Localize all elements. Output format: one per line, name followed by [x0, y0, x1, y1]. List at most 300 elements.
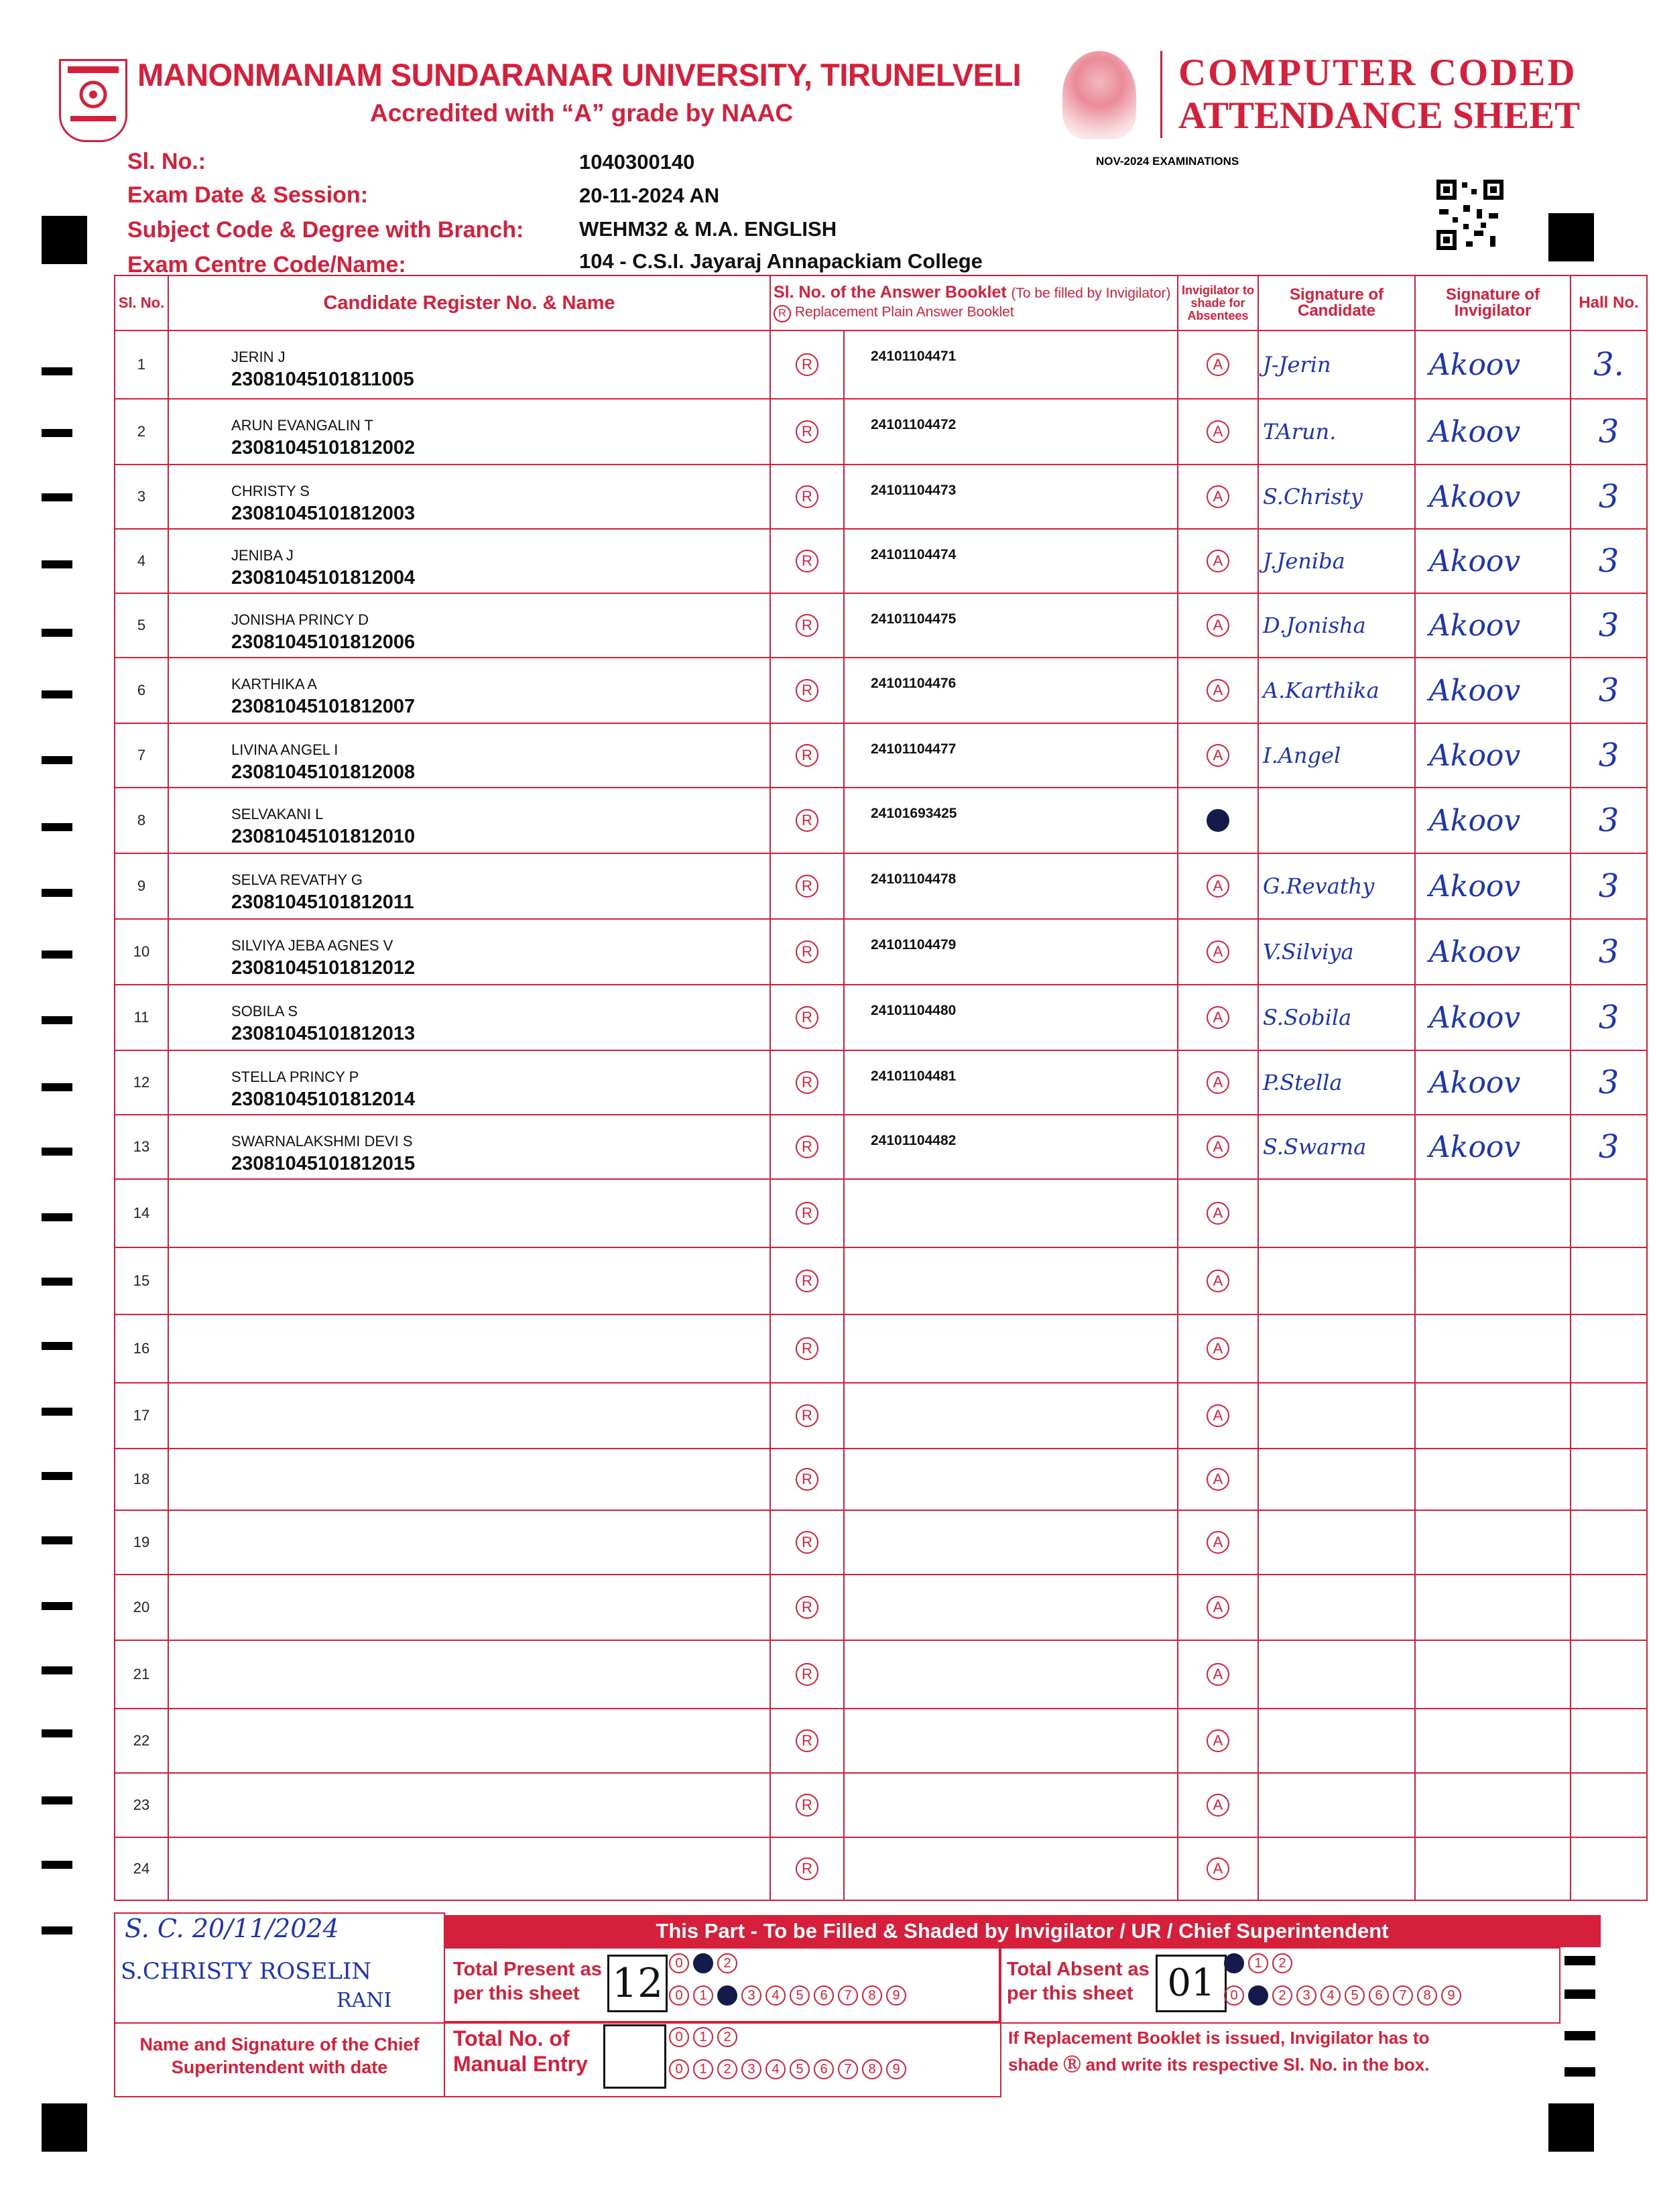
- hall-no: 3: [1598, 542, 1619, 580]
- digit-bubble[interactable]: 8: [862, 2059, 882, 2079]
- row-sl: 16: [115, 1314, 168, 1383]
- booklet-cell: [844, 723, 1178, 788]
- corner-mark-top-left: [42, 216, 87, 264]
- invigilator-signature: [1416, 1852, 1429, 1886]
- candidate-cell: [168, 723, 770, 788]
- row-sl: 23: [115, 1773, 168, 1837]
- timing-mark: [42, 1861, 72, 1869]
- absent-bubble[interactable]: A: [1207, 1135, 1229, 1158]
- candidate-signature: [1259, 1530, 1263, 1555]
- replacement-bubble[interactable]: R: [796, 679, 818, 702]
- present-value: 12: [611, 1960, 664, 2007]
- booklet-cell: [844, 788, 1178, 853]
- candidate-cell: [168, 330, 770, 399]
- digit-bubble[interactable]: 0: [669, 1953, 689, 1973]
- candidate-cell: [168, 529, 770, 593]
- hall-no: 3: [1598, 1064, 1619, 1101]
- hall-cell: [1571, 529, 1647, 593]
- invigilator-signature-cell: [1415, 1449, 1571, 1510]
- candidate-cell: [168, 593, 770, 658]
- candidate-signature: [1259, 1467, 1263, 1492]
- replacement-bubble-icon: R: [774, 305, 791, 322]
- attendance-table: [114, 275, 1648, 1901]
- register-no: 23081045101812012: [231, 957, 416, 979]
- timing-mark: [42, 560, 72, 568]
- absent-value-box: [1156, 1955, 1227, 2012]
- booklet-cell: [844, 919, 1178, 985]
- digit-bubble[interactable]: 4: [1321, 1985, 1341, 2006]
- replacement-bubble[interactable]: R: [796, 1270, 818, 1292]
- candidate-signature: [1259, 808, 1263, 833]
- row-sl: 22: [115, 1709, 168, 1773]
- absent-value: 01: [1167, 1961, 1215, 2005]
- replacement-cell: [770, 1709, 844, 1773]
- candidate-signature-cell: [1258, 330, 1415, 399]
- row-sl: 14: [115, 1179, 168, 1247]
- table-row: [115, 465, 1647, 529]
- replacement-cell: [770, 1383, 844, 1449]
- invigilator-signature: [1416, 1724, 1429, 1758]
- replacement-bubble[interactable]: R: [796, 550, 818, 572]
- row-sl: 10: [115, 919, 168, 985]
- candidate-cell: [168, 1709, 770, 1773]
- replacement-cell: [770, 985, 844, 1050]
- col-sl: Sl. No.: [115, 275, 168, 330]
- digit-bubble[interactable]: 3: [1296, 1985, 1316, 2006]
- col-sig-invigilator: Signature of Invigilator: [1415, 275, 1571, 330]
- candidate-signature-cell: [1258, 1179, 1415, 1247]
- invigilator-signature: Akoov: [1429, 1065, 1521, 1100]
- invigilator-signature-cell: [1415, 399, 1571, 465]
- digit-bubble[interactable]: 0: [1224, 1985, 1244, 2006]
- candidate-name: JERIN J: [231, 349, 286, 365]
- digit-bubble[interactable]: 6: [814, 2059, 834, 2079]
- candidate-signature: S.Christy: [1263, 484, 1363, 509]
- col-hall: Hall No.: [1571, 275, 1647, 330]
- timing-mark: [42, 950, 72, 959]
- digit-bubble[interactable]: 1: [693, 2027, 713, 2047]
- timing-mark: [42, 1602, 72, 1610]
- hall-cell: [1571, 658, 1647, 723]
- replacement-bubble[interactable]: R: [796, 1135, 818, 1158]
- row-sl: 15: [115, 1247, 168, 1314]
- founder-portrait: [1062, 51, 1136, 139]
- candidate-signature: I.Angel: [1263, 743, 1341, 768]
- replacement-bubble[interactable]: R: [796, 940, 818, 963]
- invigilator-signature: Akoov: [1429, 608, 1521, 643]
- replacement-bubble[interactable]: R: [796, 420, 818, 443]
- candidate-signature-cell: [1258, 1837, 1415, 1900]
- replacement-cell: [770, 1449, 844, 1510]
- candidate-signature: V.Silviya: [1263, 939, 1354, 965]
- invigilator-signature: [1416, 1463, 1429, 1497]
- hall-no: 3: [1598, 867, 1619, 905]
- candidate-cell: [168, 853, 770, 919]
- replacement-bubble[interactable]: R: [796, 1729, 818, 1752]
- absent-cell: [1178, 399, 1258, 465]
- absent-cell: [1178, 1449, 1258, 1510]
- hall-cell: [1571, 1314, 1647, 1383]
- manual-units-bubbles: [669, 2059, 910, 2079]
- digit-bubble[interactable]: 1: [693, 1953, 713, 1973]
- digit-bubble[interactable]: 6: [1369, 1985, 1389, 2006]
- replacement-bubble[interactable]: R: [796, 1596, 818, 1619]
- booklet-cell: [844, 529, 1178, 593]
- invigilator-signature-cell: [1415, 1709, 1571, 1773]
- hall-cell: [1571, 1837, 1647, 1900]
- header-divider: [1160, 51, 1162, 138]
- absent-bubble[interactable]: A: [1207, 614, 1229, 637]
- booklet-no: 24101693425: [871, 806, 957, 821]
- replacement-bubble[interactable]: R: [796, 1404, 818, 1427]
- absent-bubble[interactable]: A: [1207, 1729, 1229, 1752]
- col-absentee: Invigilator to shade for Absentees: [1178, 275, 1258, 330]
- absent-bubble[interactable]: A: [1207, 1202, 1229, 1225]
- absent-bubble[interactable]: A: [1207, 1596, 1229, 1619]
- booklet-no: 24101104471: [871, 349, 957, 364]
- digit-bubble[interactable]: 5: [790, 1985, 810, 2006]
- table-row: [115, 1050, 1647, 1115]
- replacement-bubble[interactable]: R: [796, 744, 818, 767]
- absent-bubble[interactable]: A: [1207, 1531, 1229, 1554]
- digit-bubble[interactable]: 2: [717, 2027, 737, 2047]
- timing-mark: [42, 1796, 72, 1804]
- absent-bubble[interactable]: A: [1207, 1337, 1229, 1360]
- absent-bubble[interactable]: A: [1207, 875, 1229, 898]
- table-row: [115, 1383, 1647, 1449]
- hall-cell: [1571, 919, 1647, 985]
- row-sl: 2: [115, 399, 168, 465]
- replacement-bubble[interactable]: R: [796, 1006, 818, 1029]
- candidate-signature-cell: [1258, 985, 1415, 1050]
- booklet-no: 24101104473: [871, 483, 957, 498]
- replacement-cell: [770, 1837, 844, 1900]
- hall-cell: [1571, 853, 1647, 919]
- replacement-bubble[interactable]: R: [796, 1663, 818, 1686]
- register-no: 23081045101812010: [231, 826, 416, 847]
- booklet-cell: [844, 1383, 1178, 1449]
- invigilator-signature-cell: [1415, 1640, 1571, 1709]
- manual-value-box[interactable]: [603, 2024, 666, 2089]
- candidate-signature-cell: [1258, 788, 1415, 853]
- row-sl: 19: [115, 1510, 168, 1575]
- table-row: [115, 723, 1647, 788]
- absent-bubble[interactable]: A: [1207, 1794, 1229, 1817]
- replacement-cell: [770, 465, 844, 529]
- replacement-bubble[interactable]: R: [796, 875, 818, 898]
- digit-bubble[interactable]: 2: [717, 1985, 737, 2006]
- replacement-bubble[interactable]: R: [796, 485, 818, 508]
- booklet-no: 24101104482: [871, 1133, 957, 1148]
- digit-bubble[interactable]: 5: [790, 2059, 810, 2079]
- replacement-cell: [770, 658, 844, 723]
- replacement-bubble[interactable]: R: [796, 1071, 818, 1094]
- absent-cell: [1178, 330, 1258, 399]
- absent-bubble[interactable]: A: [1207, 679, 1229, 702]
- candidate-cell: [168, 1449, 770, 1510]
- replacement-bubble[interactable]: R: [796, 1857, 818, 1880]
- row-sl: 11: [115, 985, 168, 1050]
- digit-bubble[interactable]: 0: [669, 2059, 689, 2079]
- digit-bubble[interactable]: 2: [717, 2059, 737, 2079]
- invigilator-signature-cell: [1415, 1837, 1571, 1900]
- absent-bubble[interactable]: A: [1207, 353, 1229, 376]
- candidate-signature-cell: [1258, 1050, 1415, 1115]
- digit-bubble[interactable]: 6: [814, 1985, 834, 2006]
- digit-bubble[interactable]: 1: [693, 2059, 713, 2079]
- digit-bubble[interactable]: 3: [741, 2059, 761, 2079]
- digit-bubble[interactable]: 5: [1345, 1985, 1365, 2006]
- corner-mark-top-right: [1548, 213, 1594, 261]
- candidate-cell: [168, 1510, 770, 1575]
- invigilator-signature-cell: [1415, 465, 1571, 529]
- absent-cell: [1178, 1050, 1258, 1115]
- register-no: 23081045101812007: [231, 696, 416, 717]
- invigilator-signature-cell: [1415, 1510, 1571, 1575]
- digit-bubble[interactable]: 3: [741, 1985, 761, 2006]
- candidate-signature-cell: [1258, 1709, 1415, 1773]
- digit-bubble[interactable]: 9: [1441, 1985, 1461, 2006]
- table-row: [115, 1837, 1647, 1900]
- register-no: 23081045101812014: [231, 1089, 416, 1110]
- digit-bubble[interactable]: 2: [1272, 1953, 1292, 1973]
- timing-mark: [42, 1729, 72, 1737]
- row-sl: 1: [115, 330, 168, 399]
- row-sl: 3: [115, 465, 168, 529]
- digit-bubble[interactable]: 7: [1393, 1985, 1413, 2006]
- corner-mark-bottom-right: [1548, 2103, 1594, 2152]
- table-row: [115, 853, 1647, 919]
- table-row: [115, 658, 1647, 723]
- candidate-cell: [168, 1050, 770, 1115]
- chief-signature-date: S. C. 20/11/2024: [125, 1914, 339, 1943]
- timing-mark: [42, 493, 72, 501]
- centre-value: 104 - C.S.I. Jayaraj Annapackiam College: [579, 249, 983, 273]
- absent-cell: [1178, 593, 1258, 658]
- digit-bubble[interactable]: 4: [765, 1985, 786, 2006]
- timing-mark: [42, 1408, 72, 1416]
- candidate-cell: [168, 1179, 770, 1247]
- register-no: 23081045101811005: [231, 369, 414, 390]
- candidate-signature: S.Swarna: [1263, 1134, 1367, 1160]
- hall-cell: [1571, 1773, 1647, 1837]
- hall-no: 3: [1598, 737, 1619, 774]
- candidate-cell: [168, 788, 770, 853]
- digit-bubble[interactable]: 1: [1248, 1985, 1268, 2006]
- absent-cell: [1178, 1314, 1258, 1383]
- candidate-cell: [168, 919, 770, 985]
- hall-cell: [1571, 1449, 1647, 1510]
- absent-bubble[interactable]: A: [1207, 1663, 1229, 1686]
- hall-cell: [1571, 1383, 1647, 1449]
- invigilator-signature: Akoov: [1429, 934, 1521, 969]
- candidate-cell: [168, 1115, 770, 1179]
- booklet-no: 24101104479: [871, 937, 957, 953]
- row-sl: 17: [115, 1383, 168, 1449]
- invigilator-signature-cell: [1415, 1050, 1571, 1115]
- row-sl: 20: [115, 1575, 168, 1640]
- replacement-cell: [770, 1314, 844, 1383]
- absent-bubble[interactable]: A: [1207, 744, 1229, 767]
- candidate-signature-cell: [1258, 1575, 1415, 1640]
- absent-bubble[interactable]: A: [1207, 1270, 1229, 1292]
- absent-cell: [1178, 1115, 1258, 1179]
- invigilator-signature-cell: [1415, 723, 1571, 788]
- candidate-signature-cell: [1258, 658, 1415, 723]
- absent-bubble[interactable]: A: [1207, 940, 1229, 963]
- candidate-name: SILVIYA JEBA AGNES V: [231, 937, 393, 954]
- digit-bubble[interactable]: 8: [1417, 1985, 1437, 2006]
- replacement-bubble[interactable]: R: [796, 1531, 818, 1554]
- digit-bubble[interactable]: 0: [669, 1985, 689, 2006]
- timing-mark: [42, 1016, 72, 1024]
- invigilator-signature-cell: [1415, 919, 1571, 985]
- booklet-cell: [844, 1640, 1178, 1709]
- replacement-cell: [770, 1773, 844, 1837]
- replacement-bubble[interactable]: R: [796, 1794, 818, 1817]
- corner-mark-bottom-left: [42, 2103, 87, 2152]
- replacement-bubble[interactable]: R: [796, 809, 818, 832]
- timing-mark-right: [1564, 2031, 1595, 2040]
- replacement-cell: [770, 723, 844, 788]
- replacement-cell: [770, 399, 844, 465]
- absent-bubble[interactable]: A: [1207, 420, 1229, 443]
- invigilator-signature: Akoov: [1429, 803, 1521, 838]
- digit-bubble[interactable]: 9: [886, 1985, 906, 2006]
- booklet-cell: [844, 330, 1178, 399]
- candidate-signature: D.Jonisha: [1263, 613, 1366, 638]
- row-sl: 18: [115, 1449, 168, 1510]
- digit-bubble[interactable]: 1: [1248, 1953, 1268, 1973]
- candidate-signature-cell: [1258, 1510, 1415, 1575]
- booklet-cell: [844, 399, 1178, 465]
- exam-series: NOV-2024 EXAMINATIONS: [1096, 155, 1239, 168]
- replacement-cell: [770, 853, 844, 919]
- timing-mark: [42, 1278, 72, 1286]
- booklet-cell: [844, 465, 1178, 529]
- digit-bubble[interactable]: 2: [1272, 1985, 1292, 2006]
- replacement-bubble[interactable]: R: [796, 1202, 818, 1225]
- replacement-cell: [770, 330, 844, 399]
- candidate-signature-cell: [1258, 593, 1415, 658]
- absent-bubble[interactable]: A: [1207, 809, 1229, 832]
- digit-bubble[interactable]: 7: [838, 2059, 858, 2079]
- booklet-no: 24101104472: [871, 417, 957, 432]
- absent-cell: [1178, 1179, 1258, 1247]
- sl-value: 1040300140: [579, 150, 695, 174]
- absent-cell: [1178, 919, 1258, 985]
- timing-mark: [42, 756, 72, 764]
- absent-bubble[interactable]: A: [1207, 550, 1229, 572]
- replacement-label: Replacement Plain Answer Booklet: [794, 304, 1014, 320]
- digit-bubble[interactable]: 4: [765, 2059, 786, 2079]
- booklet-cell: [844, 853, 1178, 919]
- candidate-name: CHRISTY S: [231, 483, 310, 499]
- subject-label: Subject Code & Degree with Branch:: [127, 217, 524, 243]
- hall-no: 3: [1598, 607, 1619, 644]
- booklet-cell: [844, 1050, 1178, 1115]
- replacement-bubble[interactable]: R: [796, 353, 818, 376]
- absent-cell: [1178, 723, 1258, 788]
- candidate-signature: [1259, 1268, 1263, 1294]
- hall-cell: [1571, 1050, 1647, 1115]
- booklet-no: 24101104480: [871, 1003, 957, 1018]
- absent-bubble[interactable]: A: [1207, 1404, 1229, 1427]
- digit-bubble[interactable]: 9: [886, 2059, 906, 2079]
- digit-bubble[interactable]: 0: [669, 2027, 689, 2047]
- digit-bubble[interactable]: 7: [838, 1985, 858, 2006]
- hall-cell: [1571, 399, 1647, 465]
- absent-bubble[interactable]: A: [1207, 485, 1229, 508]
- absent-cell: [1178, 1510, 1258, 1575]
- chief-name-2: RANI: [336, 1989, 392, 2012]
- candidate-signature: TArun.: [1263, 419, 1337, 444]
- candidate-name: STELLA PRINCY P: [231, 1068, 359, 1085]
- booklet-cell: [844, 1709, 1178, 1773]
- invigilator-signature: Akoov: [1429, 347, 1521, 382]
- absent-cell: [1178, 788, 1258, 853]
- table-row: [115, 1575, 1647, 1640]
- candidate-cell: [168, 399, 770, 465]
- absent-cell: [1178, 1709, 1258, 1773]
- table-row: [115, 1115, 1647, 1179]
- booklet-no: 24101104475: [871, 611, 957, 627]
- university-logo: [59, 59, 127, 142]
- digit-bubble[interactable]: 8: [862, 1985, 882, 2006]
- candidate-signature: [1259, 1728, 1263, 1754]
- replacement-cell: [770, 593, 844, 658]
- sheet-title-line1: COMPUTER CODED: [1178, 52, 1577, 94]
- present-value-box: [607, 1955, 668, 2012]
- replacement-cell: [770, 919, 844, 985]
- replacement-cell: [770, 1115, 844, 1179]
- replacement-bubble[interactable]: R: [796, 614, 818, 637]
- timing-mark: [42, 1926, 72, 1934]
- candidate-signature-cell: [1258, 919, 1415, 985]
- hall-no: 3: [1598, 933, 1619, 971]
- candidate-cell: [168, 658, 770, 723]
- col-candidate: Candidate Register No. & Name: [168, 275, 770, 330]
- invigilator-signature-cell: [1415, 330, 1571, 399]
- candidate-signature: S.Sobila: [1263, 1005, 1352, 1030]
- absent-bubble[interactable]: A: [1207, 1071, 1229, 1094]
- digit-bubble[interactable]: 2: [717, 1953, 737, 1973]
- booklet-no: 24101104481: [871, 1068, 957, 1084]
- invigilator-signature-cell: [1415, 1115, 1571, 1179]
- invigilator-signature-cell: [1415, 1179, 1571, 1247]
- table-row: [115, 788, 1647, 853]
- row-sl: 8: [115, 788, 168, 853]
- register-no: 23081045101812006: [231, 631, 416, 653]
- candidate-signature-cell: [1258, 1314, 1415, 1383]
- absent-bubble[interactable]: A: [1207, 1006, 1229, 1029]
- booklet-note: (To be filled by Invigilator): [1011, 285, 1171, 301]
- digit-bubble[interactable]: 1: [693, 1985, 713, 2006]
- table-row: [115, 1449, 1647, 1510]
- hall-no: 3: [1598, 1128, 1619, 1166]
- absent-bubble[interactable]: A: [1207, 1468, 1229, 1491]
- hall-cell: [1571, 1575, 1647, 1640]
- candidate-signature-cell: [1258, 1640, 1415, 1709]
- absent-bubble[interactable]: A: [1207, 1857, 1229, 1880]
- digit-bubble[interactable]: 0: [1224, 1953, 1244, 1973]
- replacement-bubble[interactable]: R: [796, 1468, 818, 1491]
- candidate-signature-cell: [1258, 399, 1415, 465]
- invigilator-signature-cell: [1415, 1383, 1571, 1449]
- row-sl: 13: [115, 1115, 168, 1179]
- replacement-bubble[interactable]: R: [796, 1337, 818, 1360]
- sl-label: Sl. No.:: [127, 149, 206, 174]
